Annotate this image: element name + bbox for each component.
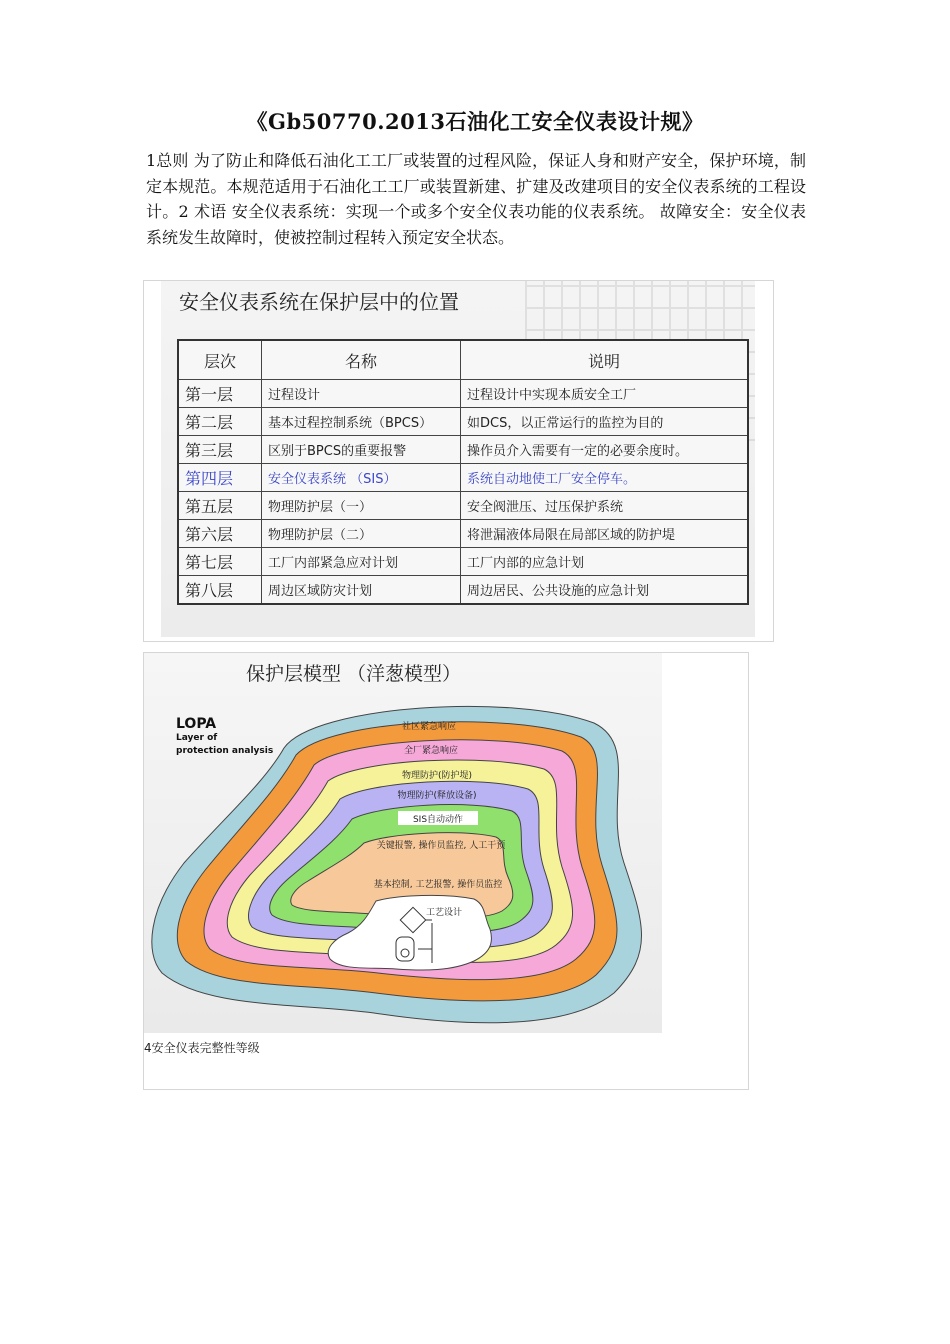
row-name: 过程设计 (262, 380, 461, 408)
lopa-title: LOPA (176, 716, 217, 732)
label-process-design: 工艺设计 (425, 908, 463, 918)
row-name: 基本过程控制系统（BPCS） (262, 408, 461, 436)
protection-layer-table (177, 339, 749, 605)
table-row-highlighted (178, 464, 748, 492)
row-desc: 如DCS，以正常运行的监控为目的 (461, 408, 749, 436)
table-row (178, 576, 748, 605)
row-name: 安全仪表系统 （SIS） (262, 464, 461, 492)
row-desc: 操作员介入需要有一定的必要余度时。 (461, 436, 749, 464)
row-desc: 安全阀泄压、过压保护系统 (461, 492, 749, 520)
label-basic-control: 基本控制, 工艺报警, 操作员监控 (373, 880, 503, 890)
row-name: 物理防护层（二） (262, 520, 461, 548)
header-name: 名称 (262, 340, 461, 380)
row-level: 第五层 (178, 492, 262, 520)
body-paragraph: 1总则 为了防止和降低石油化工工厂或装置的过程风险，保证人身和财产安全，保护环境，制定本规范。本规范适用于石油化工工厂或装置新建、扩建及改建项目的安全仪表系统的工程设计。2 术语 安全仪表系统：实现一个或多个安全仪表功能的仪表系统。 故障安全：安全仪表系统发生故障时，使被控制过程转入预定安全状态。 (146, 151, 806, 247)
table-row (178, 380, 748, 408)
label-critical-alarm: 关键报警, 操作员监控, 人工干预 (376, 841, 506, 851)
onion-model-figure (143, 652, 749, 1090)
header-level: 层次 (178, 340, 262, 380)
row-desc: 将泄漏液体局限在局部区域的防护堤 (461, 520, 749, 548)
row-desc: 过程设计中实现本质安全工厂 (461, 380, 749, 408)
row-level: 第四层 (178, 464, 262, 492)
table-header-row (178, 340, 748, 380)
document-title: 《Gb50770.2013石油化工安全仪表设计规》 (246, 109, 704, 134)
table-row (178, 436, 748, 464)
row-level: 第八层 (178, 576, 262, 605)
section-caption: 4安全仪表完整性等级 (144, 1041, 260, 1055)
lopa-line-1: Layer of (176, 733, 218, 743)
table-row (178, 548, 748, 576)
row-name: 物理防护层（一） (262, 492, 461, 520)
figure1-background (161, 281, 755, 637)
label-community-response: 社区紧急响应 (401, 722, 457, 732)
label-physical-dike: 物理防护(防护堤) (401, 771, 473, 781)
row-name: 周边区域防灾计划 (262, 576, 461, 605)
lopa-line-2: protection analysis (176, 746, 274, 756)
lopa-label (176, 716, 273, 758)
figure2-title: 保护层模型 （洋葱模型） (246, 663, 462, 685)
row-level: 第一层 (178, 380, 262, 408)
figure2-background (144, 653, 662, 1033)
row-level: 第六层 (178, 520, 262, 548)
row-level: 第七层 (178, 548, 262, 576)
row-desc: 工厂内部的应急计划 (461, 548, 749, 576)
row-level: 第二层 (178, 408, 262, 436)
onion-model-diagram (144, 653, 662, 1033)
row-name: 工厂内部紧急应对计划 (262, 548, 461, 576)
label-sis: SIS自动动作 (412, 815, 464, 825)
label-physical-release: 物理防护(释放设备) (397, 791, 477, 801)
table-row (178, 520, 748, 548)
header-desc: 说明 (461, 340, 749, 380)
table-row (178, 492, 748, 520)
table-row (178, 408, 748, 436)
figure1-title: 安全仪表系统在保护层中的位置 (179, 290, 459, 314)
protection-layer-table-figure (143, 280, 774, 642)
row-desc: 系统自动地使工厂安全停车。 (461, 464, 749, 492)
row-desc: 周边居民、公共设施的应急计划 (461, 576, 749, 605)
label-plant-response: 全厂紧急响应 (403, 746, 459, 756)
row-level: 第三层 (178, 436, 262, 464)
row-name: 区别于BPCS的重要报警 (262, 436, 461, 464)
